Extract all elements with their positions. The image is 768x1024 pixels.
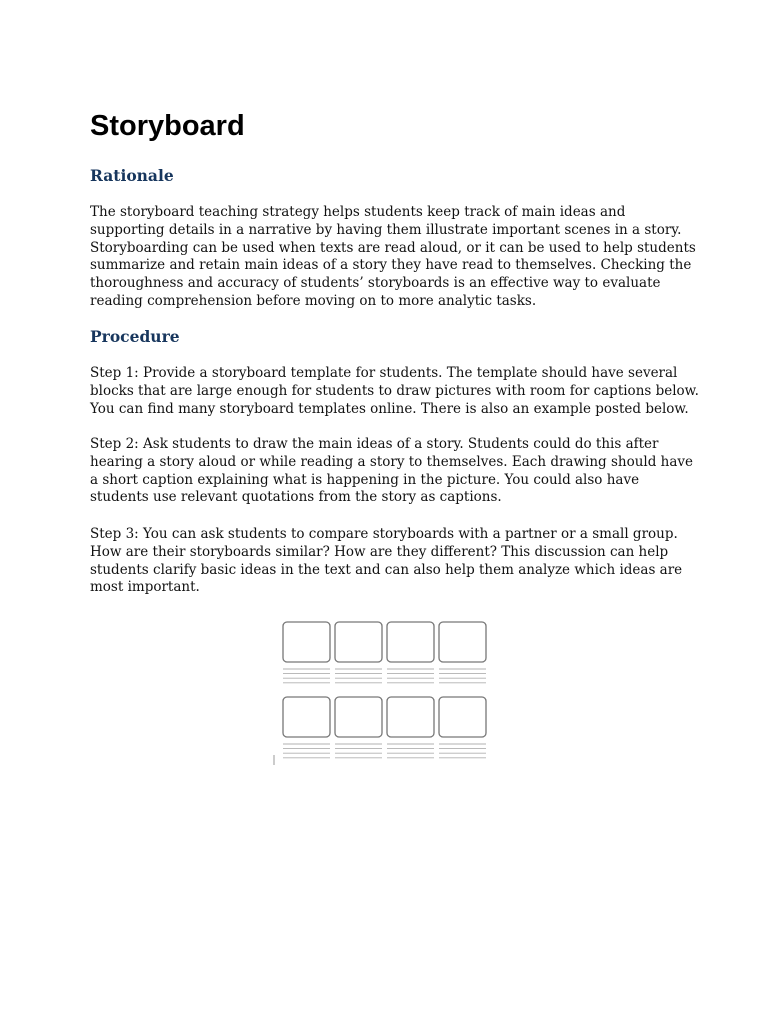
storyboard-panel xyxy=(387,622,434,662)
storyboard-panel xyxy=(335,697,382,737)
rationale-line: summarize and retain main ideas of a story they have read to themselves. Checking the xyxy=(90,257,692,274)
procedure-step-3 xyxy=(90,526,690,597)
step-line: Step 3: You can ask students to compare storyboards with a partner or a small group. xyxy=(90,526,678,542)
step-line: blocks that are large enough for students to draw pictures with room for captions below. xyxy=(90,382,699,399)
storyboard-panel xyxy=(439,622,486,662)
rationale-line: thoroughness and accuracy of students’ storyboards is an effective way to evaluate xyxy=(90,275,661,292)
step-line: hearing a story aloud or while reading a story to themselves. Each drawing should have xyxy=(90,453,694,470)
step-line: Step 1: Provide a storyboard template for students. The template should have several xyxy=(90,365,678,381)
step-line: students clarify basic ideas in the text and can also help them analyze which ideas are xyxy=(90,561,683,578)
step-line: students use relevant quotations from the story as captions. xyxy=(90,489,502,506)
step-line: a short caption explaining what is happening in the picture. You could also have xyxy=(90,471,640,488)
rationale-line: supporting details in a narrative by having them illustrate important scenes in a story. xyxy=(90,221,682,238)
storyboard-template-image xyxy=(270,615,494,775)
step-line: most important. xyxy=(90,579,200,596)
rationale-paragraph xyxy=(90,204,696,311)
step-line: Step 2: Ask students to draw the main ideas of a story. Students could do this after xyxy=(90,436,659,452)
rationale-heading: Rationale xyxy=(90,166,174,185)
storyboard-panel xyxy=(283,622,330,662)
procedure-step-1 xyxy=(90,365,699,418)
storyboard-panel xyxy=(335,622,382,662)
procedure-heading: Procedure xyxy=(90,327,180,346)
step-line: How are their storyboards similar? How are they different? This discussion can help xyxy=(90,543,669,560)
storyboard-panel xyxy=(387,697,434,737)
storyboard-panel xyxy=(283,697,330,737)
procedure-step-2 xyxy=(90,436,694,507)
rationale-line: reading comprehension before moving on to more analytic tasks. xyxy=(90,292,537,309)
rationale-line: The storyboard teaching strategy helps students keep track of main ideas and xyxy=(90,204,626,220)
storyboard-panel xyxy=(439,697,486,737)
rationale-line: Storyboarding can be used when texts are read aloud, or it can be used to help students xyxy=(90,239,696,256)
page-title: Storyboard xyxy=(90,110,245,142)
step-line: You can find many storyboard templates online. There is also an example posted below. xyxy=(90,400,689,417)
